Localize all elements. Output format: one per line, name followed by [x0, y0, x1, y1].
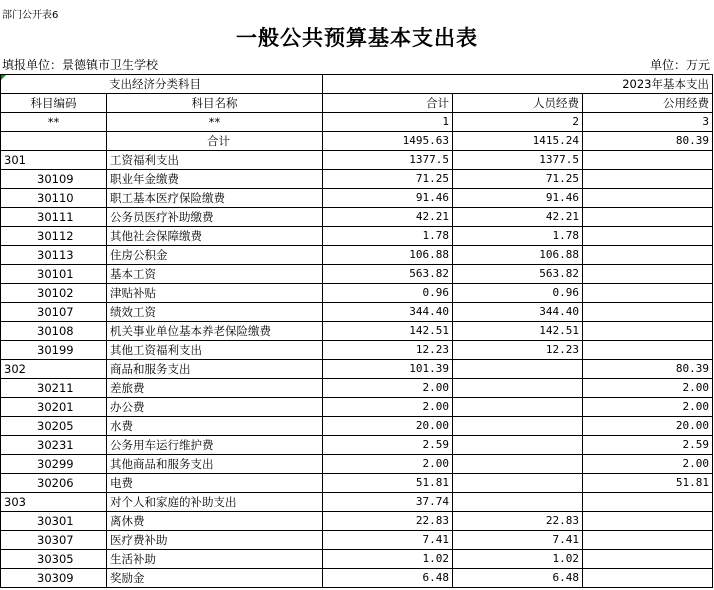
sum-personnel: 1415.24	[453, 132, 583, 151]
table-row	[1, 246, 713, 265]
cell-code: 302	[1, 360, 107, 379]
cell-name: 其他商品和服务支出	[107, 455, 323, 474]
cell-name: 绩效工资	[107, 303, 323, 322]
cell-name: 公务用车运行维护费	[107, 436, 323, 455]
cell-code: 30101	[1, 265, 107, 284]
cell-name: 奖励金	[107, 569, 323, 588]
cell-personnel	[453, 493, 583, 512]
table-row	[1, 550, 713, 569]
reporting-unit: 填报单位：景德镇市卫生学校	[2, 58, 159, 72]
cell-public	[583, 246, 713, 265]
table-row	[1, 341, 713, 360]
budget-table	[0, 74, 713, 588]
cell-public	[583, 303, 713, 322]
table-row	[1, 493, 713, 512]
cell-name: 机关事业单位基本养老保险缴费	[107, 322, 323, 341]
cell-code: 30110	[1, 189, 107, 208]
cell-public	[583, 208, 713, 227]
cell-personnel: 563.82	[453, 265, 583, 284]
index-public: 3	[583, 113, 713, 132]
sum-public: 80.39	[583, 132, 713, 151]
cell-personnel: 0.96	[453, 284, 583, 303]
sum-total: 1495.63	[323, 132, 453, 151]
cell-code: 30307	[1, 531, 107, 550]
cell-name: 职工基本医疗保险缴费	[107, 189, 323, 208]
cell-total: 1.02	[323, 550, 453, 569]
table-row	[1, 265, 713, 284]
cell-code: 30107	[1, 303, 107, 322]
cell-name: 其他社会保障缴费	[107, 227, 323, 246]
cell-code: 30199	[1, 341, 107, 360]
page-title: 一般公共预算基本支出表	[236, 25, 478, 50]
table-row	[1, 398, 713, 417]
table-row	[1, 322, 713, 341]
cell-code: 30299	[1, 455, 107, 474]
cell-total: 563.82	[323, 265, 453, 284]
table-row	[1, 531, 713, 550]
table-row	[1, 436, 713, 455]
cell-public	[583, 189, 713, 208]
cell-code: 30109	[1, 170, 107, 189]
cell-total: 7.41	[323, 531, 453, 550]
cell-personnel	[453, 474, 583, 493]
col-header-name: 科目名称	[107, 94, 323, 113]
cell-code: 30102	[1, 284, 107, 303]
cell-personnel	[453, 398, 583, 417]
cell-total: 71.25	[323, 170, 453, 189]
cell-public: 2.59	[583, 436, 713, 455]
cell-name: 对个人和家庭的补助支出	[107, 493, 323, 512]
cell-total: 42.21	[323, 208, 453, 227]
money-unit: 单位：万元	[649, 58, 710, 72]
index-row	[1, 113, 713, 132]
sum-row	[1, 132, 713, 151]
index-personnel: 2	[453, 113, 583, 132]
cell-name: 其他工资福利支出	[107, 341, 323, 360]
col-header-personnel: 人员经费	[453, 94, 583, 113]
cell-public	[583, 170, 713, 189]
cell-public	[583, 265, 713, 284]
cell-personnel: 1.78	[453, 227, 583, 246]
index-total: 1	[323, 113, 453, 132]
cell-total: 91.46	[323, 189, 453, 208]
group-header-right: 2023年基本支出	[323, 75, 713, 94]
cell-personnel	[453, 417, 583, 436]
cell-public: 20.00	[583, 417, 713, 436]
cell-total: 37.74	[323, 493, 453, 512]
cell-personnel: 7.41	[453, 531, 583, 550]
table-row	[1, 455, 713, 474]
cell-personnel: 42.21	[453, 208, 583, 227]
cell-public	[583, 227, 713, 246]
cell-personnel	[453, 379, 583, 398]
cell-name: 电费	[107, 474, 323, 493]
cell-total: 20.00	[323, 417, 453, 436]
table-row	[1, 417, 713, 436]
table-row	[1, 474, 713, 493]
table-row	[1, 569, 713, 588]
cell-name: 商品和服务支出	[107, 360, 323, 379]
cell-total: 142.51	[323, 322, 453, 341]
cell-personnel	[453, 436, 583, 455]
cell-total: 51.81	[323, 474, 453, 493]
cell-code: 30205	[1, 417, 107, 436]
cell-name: 生活补助	[107, 550, 323, 569]
cell-personnel: 12.23	[453, 341, 583, 360]
cell-code: 30231	[1, 436, 107, 455]
table-row	[1, 303, 713, 322]
cell-name: 医疗费补助	[107, 531, 323, 550]
cell-public	[583, 341, 713, 360]
group-header-row	[1, 75, 713, 94]
cell-public	[583, 493, 713, 512]
cell-total: 6.48	[323, 569, 453, 588]
table-row	[1, 512, 713, 531]
table-row	[1, 227, 713, 246]
cell-personnel: 6.48	[453, 569, 583, 588]
sum-code	[1, 132, 107, 151]
cell-public	[583, 569, 713, 588]
cell-total: 12.23	[323, 341, 453, 360]
cell-name: 工资福利支出	[107, 151, 323, 170]
cell-personnel: 71.25	[453, 170, 583, 189]
cell-public: 2.00	[583, 455, 713, 474]
cell-public	[583, 322, 713, 341]
table-row	[1, 189, 713, 208]
cell-personnel: 142.51	[453, 322, 583, 341]
cell-total: 2.00	[323, 379, 453, 398]
cell-personnel: 1377.5	[453, 151, 583, 170]
table-row	[1, 284, 713, 303]
column-header-row	[1, 94, 713, 113]
cell-code: 30211	[1, 379, 107, 398]
cell-total: 2.00	[323, 455, 453, 474]
cell-code: 30112	[1, 227, 107, 246]
cell-personnel: 1.02	[453, 550, 583, 569]
cell-code: 30206	[1, 474, 107, 493]
cell-public	[583, 531, 713, 550]
table-row	[1, 170, 713, 189]
cell-code: 30309	[1, 569, 107, 588]
doc-number: 部门公开表6	[2, 10, 59, 21]
cell-total: 1.78	[323, 227, 453, 246]
cell-name: 差旅费	[107, 379, 323, 398]
cell-name: 津贴补贴	[107, 284, 323, 303]
cell-public	[583, 284, 713, 303]
table-row	[1, 208, 713, 227]
cell-personnel	[453, 360, 583, 379]
cell-personnel: 344.40	[453, 303, 583, 322]
cell-code: 301	[1, 151, 107, 170]
cell-name: 离休费	[107, 512, 323, 531]
cell-total: 0.96	[323, 284, 453, 303]
index-code: **	[1, 113, 107, 132]
cell-name: 水费	[107, 417, 323, 436]
cell-public	[583, 512, 713, 531]
cell-total: 2.59	[323, 436, 453, 455]
cell-total: 344.40	[323, 303, 453, 322]
col-header-code: 科目编码	[1, 94, 107, 113]
cell-total: 101.39	[323, 360, 453, 379]
cell-public: 2.00	[583, 398, 713, 417]
cell-name: 住房公积金	[107, 246, 323, 265]
cell-personnel: 91.46	[453, 189, 583, 208]
cell-total: 2.00	[323, 398, 453, 417]
cell-personnel: 106.88	[453, 246, 583, 265]
cell-code: 30301	[1, 512, 107, 531]
cell-code: 30113	[1, 246, 107, 265]
cell-code: 30111	[1, 208, 107, 227]
cell-code: 30201	[1, 398, 107, 417]
table-row	[1, 151, 713, 170]
cell-code: 30305	[1, 550, 107, 569]
table-row	[1, 379, 713, 398]
cell-total: 106.88	[323, 246, 453, 265]
cell-name: 基本工资	[107, 265, 323, 284]
cell-name: 办公费	[107, 398, 323, 417]
cell-personnel: 22.83	[453, 512, 583, 531]
cell-code: 303	[1, 493, 107, 512]
col-header-public: 公用经费	[583, 94, 713, 113]
index-name: **	[107, 113, 323, 132]
cell-personnel	[453, 455, 583, 474]
cell-public: 2.00	[583, 379, 713, 398]
cell-public: 80.39	[583, 360, 713, 379]
cell-name: 职业年金缴费	[107, 170, 323, 189]
cell-name: 公务员医疗补助缴费	[107, 208, 323, 227]
sum-name: 合计	[107, 132, 323, 151]
cell-public	[583, 151, 713, 170]
cell-code: 30108	[1, 322, 107, 341]
col-header-total: 合计	[323, 94, 453, 113]
cell-public	[583, 550, 713, 569]
group-header-left: 支出经济分类科目	[1, 75, 323, 94]
cell-total: 1377.5	[323, 151, 453, 170]
cell-public: 51.81	[583, 474, 713, 493]
cell-total: 22.83	[323, 512, 453, 531]
table-row	[1, 360, 713, 379]
